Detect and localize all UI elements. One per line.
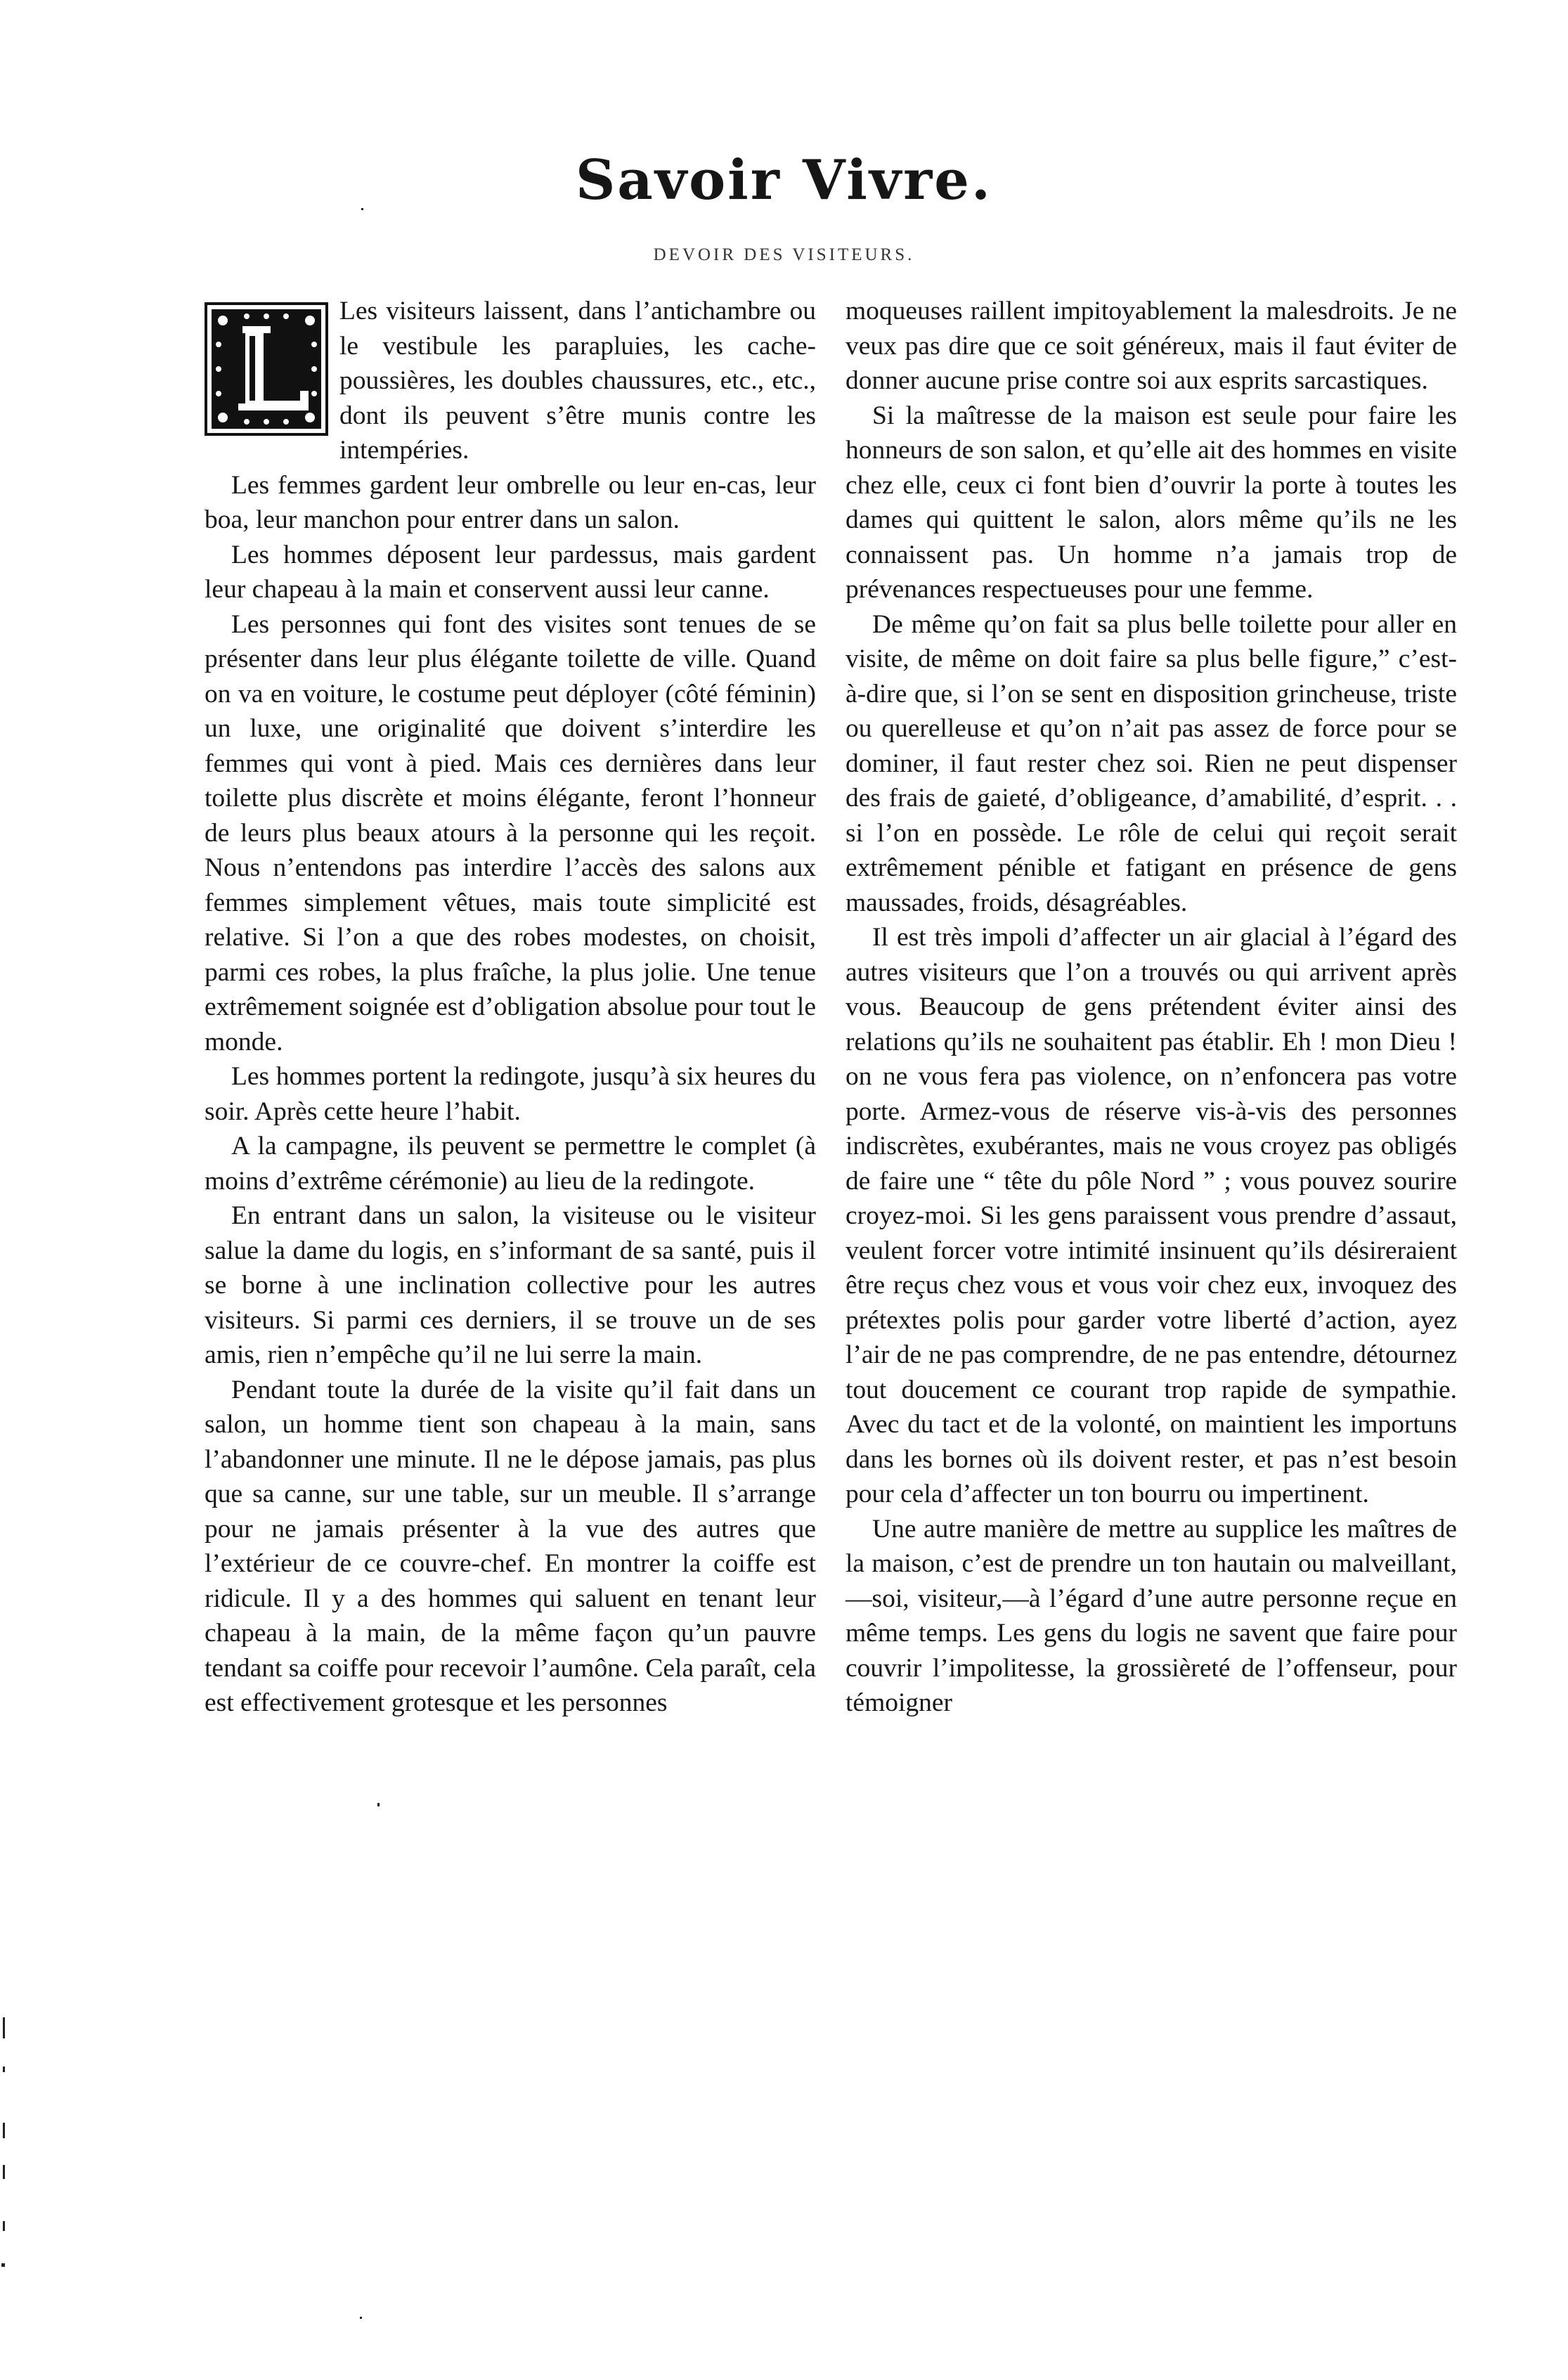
paragraph: Les visiteurs laissent, dans l’antichambre ou le vestibule les parapluies, les cache-poussières, les doubles chaussures, etc., etc., dont ils peuvent s’être munis contre les intempéries. [339,297,816,465]
paragraph: A la campagne, ils peuvent se permettre le complet (à moins d’extrême cérémonie) au lieu de la redingote. [205,1132,816,1196]
paragraph: Les femmes gardent leur ombrelle ou leur en-cas, leur boa, leur manchon pour entrer dans un salon. [205,470,816,534]
paragraph: Il est très impoli d’affecter un air glacial à l’égard des autres visiteurs que l’on a trouvés ou qui arrivent après vous. Beaucoup de gens prétendent éviter ainsi des relations qu’ils ne souhaitent pas établir. Eh ! mon Dieu ! on ne vous fera pas violence, on n’enfoncera pas votre porte. Armez-vous de réserve vis-à-vis des personnes indiscrètes, exubérantes, mais ne vous croyez pas obligés de faire une “ tête du pôle Nord ” ; vous pouvez sourire croyez-moi. Si les gens paraissent vous prendre d’assaut, veulent forcer votre intimité insinuent qu’ils désireraient être reçus chez vous et vous voir chez eux, invoquez des prétextes polis pour garder votre liberté d’action, ayez l’air de ne pas comprendre, de ne pas entendre, détournez tout doucement ce courant trop rapide de sympathie. Avec du tact et de la volonté, on maintient les importuns dans les bornes où ils doivent rester, et pas n’est besoin pour cela d’affecter un ton bourru ou impertinent. [845,923,1457,1508]
paragraph: Pendant toute la durée de la visite qu’il fait dans un salon, un homme tient son chapeau à la main, sans l’abandonner une minute. Il ne le dépose jamais, pas plus que sa canne, sur une table, sur un meuble. Il s’arrange pour ne jamais présenter à la vue des autres que l’extérieur de ce couvre-chef. En montrer la coiffe est ridicule. Il y a des hommes qui saluent en tenant leur chapeau à la main, de la même façon qu’un pauvre tendant sa coiffe pour recevoir l’aumône. Cela paraît, cela est effectivement grotesque et les personnes [205,1375,816,1717]
paragraph: moqueuses raillent impitoyablement la malesdroits. Je ne veux pas dire que ce soit généreux, mais il faut éviter de donner aucune prise contre soi aux esprits sarcastiques. [845,297,1457,395]
paragraph: Les personnes qui font des visites sont tenues de se présenter dans leur plus élégante toilette de ville. Quand on va en voiture, le costume peut déployer (côté féminin) un luxe, une originalité que doivent s’interdire les femmes qui vont à pied. Mais ces dernières dans leur toilette plus discrète et moins élégante, feront l’honneur de leurs plus beaux atours à la personne qui les reçoit. Nous n’entendons pas interdire l’accès des salons aux femmes simplement vêtues, mais toute simplicité est relative. Si l’on a que des robes modestes, on choisit, parmi ces robes, la plus fraîche, la plus jolie. Une tenue extrêmement soignée est d’obligation absolue pour tout le monde. [205,609,816,1056]
scan-speck [377,1803,380,1806]
paragraph: En entrant dans un salon, la visiteuse ou le visiteur salue la dame du logis, en s’informant de sa santé, puis il se borne à une inclination collective pour les autres visiteurs. Si parmi ces derniers, il se trouve un de ses amis, rien n’empêche qu’il ne lui serre la main. [205,1201,816,1369]
scan-speck [3,2067,5,2072]
scan-speck [360,2317,362,2319]
paragraph: Une autre manière de mettre au supplice les maîtres de la maison, c’est de prendre un ton hautain ou malveillant,—soi, visiteur,—à l’égard d’une autre personne reçue en même temps. Les gens du logis ne savent que faire pour couvrir l’impolitesse, la grossièreté de l’offenseur, pour témoigner [845,1514,1457,1717]
scan-speck [3,2123,5,2138]
left-column [205,294,816,1721]
scan-speck [3,2017,5,2038]
dropcap-ornament [205,302,328,436]
article-title: Savoir Vivre. [575,148,993,212]
paragraph: Les hommes déposent leur pardessus, mais gardent leur chapeau à la main et conservent aussi leur canne. [205,540,816,604]
article-subtitle: DEVOIR DES VISITEURS. [653,245,915,264]
scan-speck [1,2263,5,2267]
scan-speck [361,208,363,210]
paragraph: Les hommes portent la redingote, jusqu’à six heures du soir. Après cette heure l’habit. [205,1062,816,1126]
scan-speck [3,2165,5,2179]
paragraph: De même qu’on fait sa plus belle toilette pour aller en visite, de même on doit faire sa plus belle figure,” c’est-à-dire que, si l’on se sent en disposition grincheuse, triste ou querelleuse et qu’on n’ait pas assez de force pour se dominer, il faut rester chez soi. Rien ne peut dispenser des frais de gaieté, d’obligeance, d’amabilité, d’esprit. . . si l’on en possède. Le rôle de celui qui reçoit serait extrêmement pénible et fatigant en présence de gens maussades, froids, désagréables. [845,609,1457,917]
scan-speck [3,2221,5,2231]
right-column [845,294,1457,1721]
paragraph: Si la maîtresse de la maison est seule pour faire les honneurs de son salon, et qu’elle ait des hommes en visite chez elle, ceux ci font bien d’ouvrir la porte à toutes les dames qui quittent le salon, alors même qu’ils ne les connaissent pas. Un homme n’a jamais trop de prévenances respectueuses pour une femme. [845,401,1457,604]
